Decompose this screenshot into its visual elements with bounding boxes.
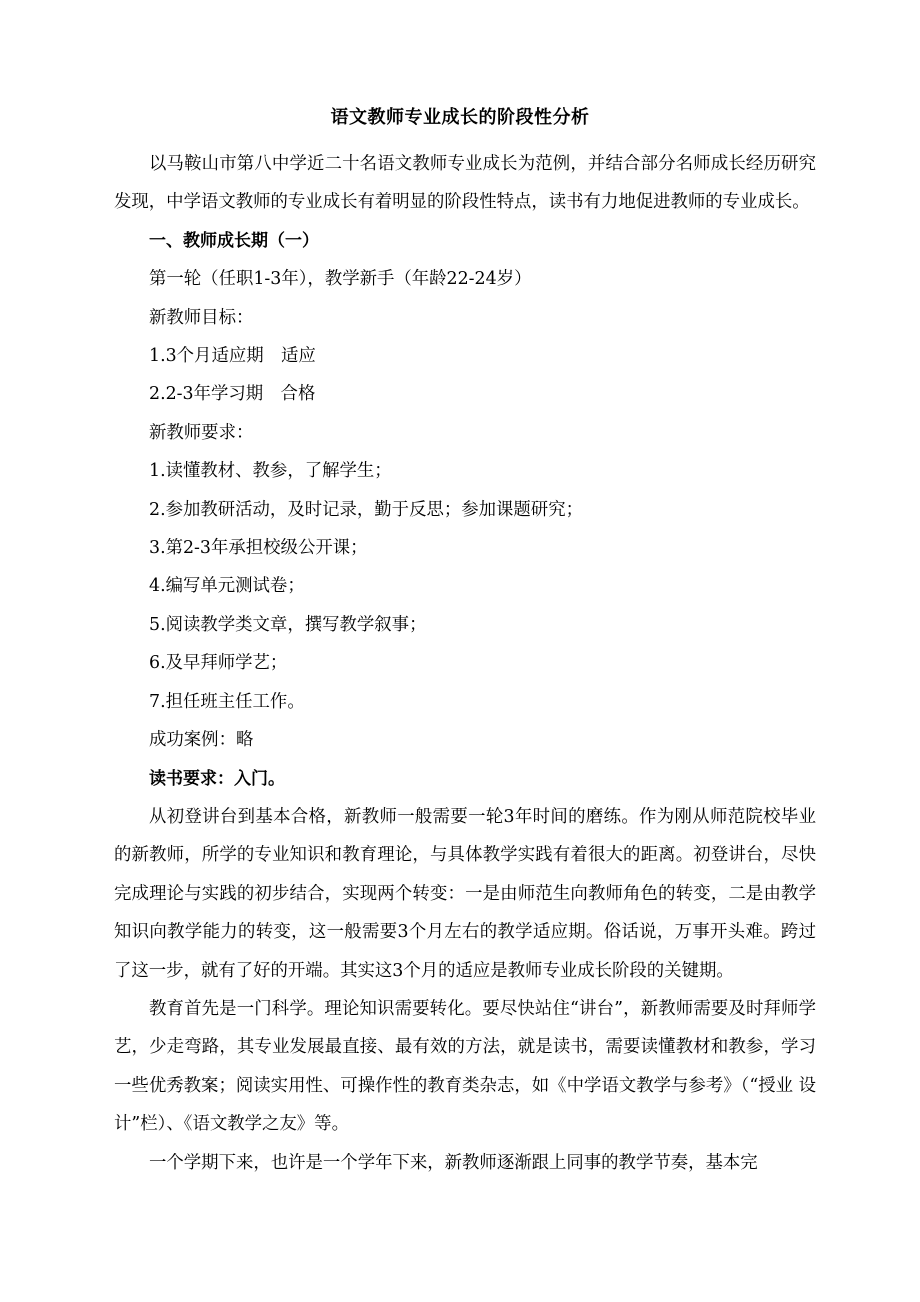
requirement-item: 3.第2-3年承担校级公开课； (149, 538, 368, 559)
goals-label: 新教师目标： (149, 307, 254, 328)
body-paragraph: 从初登讲台到基本合格，新教师一般需要一轮3年时间的磨练。作为刚从师范院校毕业的新教师，所学的专业知识和教育理论，与具体教学实践有着很大的距离。初登讲台，尽快完成理论与实践的初步结合，实现两个转变：一是由师范生向教师角色的转变，二是由教学知识向教学能力的转变，这一般需要3个月左右的教学适应期。俗话说，万事开头难。跨过了这一步，就有了好的开端。其实这3个月的适应是教师专业成长阶段的关键期。 (114, 806, 816, 981)
document-body (114, 145, 816, 1182)
requirement-item: 4.编写单元测试卷； (149, 576, 305, 597)
requirement-item: 1.读懂教材、教参，了解学生； (149, 461, 392, 482)
stage-line: 第一轮（任职1-3年），教学新手（年龄22-24岁） (149, 269, 532, 290)
document-title: 语文教师专业成长的阶段性分析 (330, 107, 590, 128)
body-paragraph: 一个学期下来，也许是一个学年下来，新教师逐渐跟上同事的教学节奏，基本完 (149, 1152, 758, 1173)
body-paragraph: 教育首先是一门科学。理论知识需要转化。要尽快站住“讲台”，新教师需要及时拜师学艺，少走弯路，其专业发展最直接、最有效的方法，就是读书，需要读懂教材和教参，学习一些优秀教案；阅读实用性、可操作性的教育类杂志，如《中学语文教学与参考》（“授业 设计”栏）、《语文教学之友》等。 (114, 998, 816, 1135)
requirement-item: 7.担任班主任工作。 (149, 691, 305, 712)
goal-item: 1.3个月适应期 适应 (149, 346, 316, 367)
requirement-item: 5.阅读教学类文章，撰写教学叙事； (149, 614, 427, 635)
intro-paragraph: 以马鞍山市第八中学近二十名语文教师专业成长为范例，并结合部分名师成长经历研究发现，中学语文教师的专业成长有着明显的阶段性特点，读书有力地促进教师的专业成长。 (114, 154, 816, 213)
section-heading: 一、教师成长期（一） (149, 230, 319, 251)
requirement-item: 2.参加教研活动，及时记录，勤于反思；参加课题研究； (149, 499, 583, 520)
requirements-label: 新教师要求： (149, 422, 254, 443)
requirement-item: 6.及早拜师学艺； (149, 653, 288, 674)
reading-requirement: 读书要求：入门。 (149, 768, 285, 789)
goal-item: 2.2-3年学习期 合格 (149, 384, 316, 405)
case-label: 成功案例：略 (149, 730, 254, 751)
